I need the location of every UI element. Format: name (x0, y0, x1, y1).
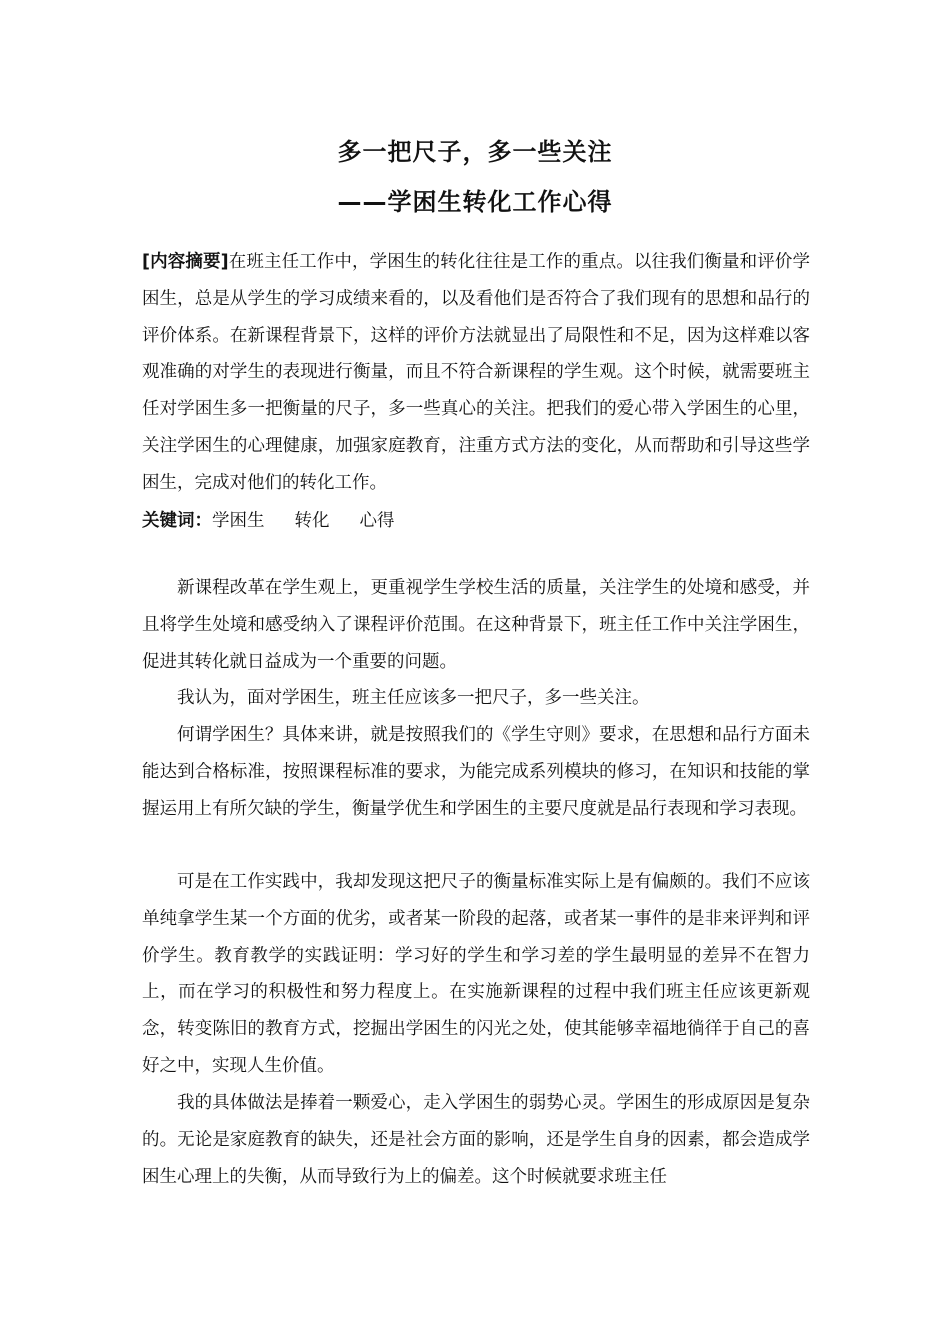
body-paragraph: 我认为，面对学困生，班主任应该多一把尺子，多一些关注。 (177, 688, 650, 708)
document-subtitle: ——学困生转化工作心得 (337, 188, 613, 216)
document-title: 多一把尺子，多一些关注 (337, 138, 613, 166)
body-paragraph: 何谓学困生？具体来讲，就是按照我们的《学生守则》要求，在思想和品行方面未能达到合格标准，按照课程标准的要求，为能完成系列模块的修习，在知识和技能的掌握运用上有所欠缺的学生，衡量学优生和学困生的主要尺度就是品行表现和学习表现。 (142, 725, 810, 819)
body-paragraph: 我的具体做法是捧着一颗爱心，走入学困生的弱势心灵。学困生的形成原因是复杂的。无论是家庭教育的缺失，还是社会方面的影响，还是学生自身的因素，都会造成学困生心理上的失衡，从而导致行为上的偏差。这个时候就要求班主任 (142, 1093, 810, 1187)
keyword-item: 心得 (359, 511, 395, 531)
keyword-item: 转化 (294, 511, 330, 531)
keywords-section (142, 503, 810, 539)
body-paragraph: 可是在工作实践中，我却发现这把尺子的衡量标准实际上是有偏颇的。我们不应该单纯拿学生某一个方面的优劣，或者某一阶段的起落，或者某一事件的是非来评判和评价学生。教育教学的实践证明：学习好的学生和学习差的学生最明显的差异不在智力上，而在学习的积极性和努力程度上。在实施新课程的过程中我们班主任应该更新观念，转变陈旧的教育方式，挖掘出学困生的闪光之处，使其能够幸福地徜徉于自己的喜好之中，实现人生价值。 (142, 872, 810, 1076)
keyword-item: 学困生 (212, 511, 265, 531)
abstract-label: [内容摘要] (142, 252, 229, 272)
keywords-label: 关键词： (142, 511, 212, 531)
body-paragraph: 新课程改革在学生观上，更重视学生学校生活的质量，关注学生的处境和感受，并且将学生处境和感受纳入了课程评价范围。在这种背景下，班主任工作中关注学困生，促进其转化就日益成为一个重要的问题。 (142, 578, 810, 672)
abstract-text: 在班主任工作中，学困生的转化往往是工作的重点。以往我们衡量和评价学困生，总是从学生的学习成绩来看的，以及看他们是否符合了我们现有的思想和品行的评价体系。在新课程背景下，这样的评价方法就显出了局限性和不足，因为这样难以客观准确的对学生的表现进行衡量，而且不符合新课程的学生观。这个时候，就需要班主任对学困生多一把衡量的尺子，多一些真心的关注。把我们的爱心带入学困生的心里，关注学困生的心理健康，加强家庭教育，注重方式方法的变化，从而帮助和引导这些学困生，完成对他们的转化工作。 (142, 252, 810, 493)
abstract-section (142, 244, 810, 502)
